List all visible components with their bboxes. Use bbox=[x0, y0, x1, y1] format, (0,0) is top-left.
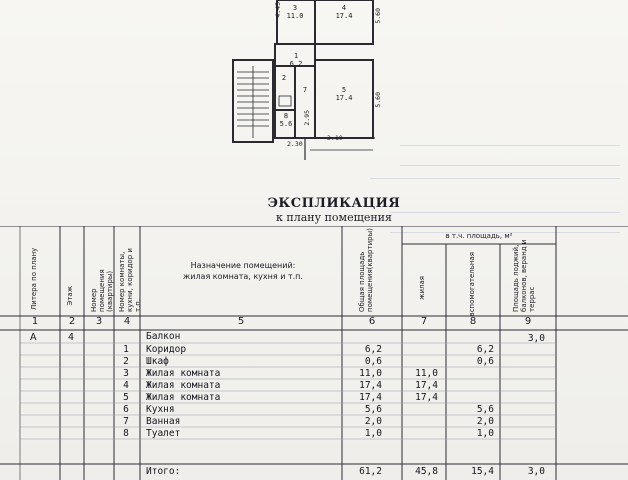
cell-aux: 2,0 bbox=[476, 416, 494, 427]
column-number: 6 bbox=[368, 316, 376, 327]
column-number: 2 bbox=[68, 316, 76, 327]
totals-label: Итого: bbox=[146, 466, 181, 477]
cell-aux: 1,0 bbox=[476, 428, 494, 439]
totals-living: 45,8 bbox=[415, 466, 438, 477]
cell-living: 17,4 bbox=[415, 380, 438, 391]
cell-total: 1,0 bbox=[364, 428, 382, 439]
cell-aux: 6,2 bbox=[476, 344, 494, 355]
cell-living: 11,0 bbox=[415, 368, 438, 379]
totals-aux: 15,4 bbox=[471, 466, 494, 477]
floor-plan-drawing bbox=[215, 0, 385, 162]
cell-aux: 0,6 bbox=[476, 356, 494, 367]
column-number: 1 bbox=[31, 316, 39, 327]
cell-total: 6,2 bbox=[364, 344, 382, 355]
room-label: 2 bbox=[281, 74, 287, 82]
header-including: в т.ч. площадь, м² bbox=[445, 232, 513, 240]
column-number: 9 bbox=[524, 316, 532, 327]
cell-balcony: 3,0 bbox=[527, 333, 545, 344]
dimension-label: 2.95 bbox=[303, 110, 311, 126]
cell-index: 1 bbox=[123, 344, 129, 355]
cell-name: Балкон bbox=[146, 331, 181, 342]
header-balcony: Площадь лоджий, балконов, веранд и террас bbox=[512, 239, 536, 312]
cell-name: Туалет bbox=[146, 428, 181, 439]
header-room: Номер комнаты, кухни, коридор и т.п. bbox=[118, 248, 142, 312]
cell-name: Кухня bbox=[146, 404, 175, 415]
dimension-label: 5.60 bbox=[374, 8, 382, 24]
cell-index: 6 bbox=[123, 404, 129, 415]
column-number: 4 bbox=[123, 316, 131, 327]
dimension-label: 2.30 bbox=[287, 140, 303, 148]
cell-index: 7 bbox=[123, 416, 129, 427]
cell-total: 0,6 bbox=[364, 356, 382, 367]
explication-table bbox=[0, 226, 628, 480]
cell-name: Жилая комната bbox=[146, 392, 221, 403]
floor-plan bbox=[215, 0, 385, 162]
cell-total: 17,4 bbox=[359, 392, 382, 403]
room-label: 3 11.0 bbox=[286, 4, 304, 20]
dimension-label: 5.60 bbox=[374, 92, 382, 108]
cell-floor: 4 bbox=[68, 332, 75, 343]
header-litera: Литера по плану bbox=[30, 247, 38, 310]
cell-name: Шкаф bbox=[146, 356, 169, 367]
header-floor: Этаж bbox=[66, 286, 74, 306]
room-label: 7 bbox=[302, 86, 308, 94]
header-auxiliary: вспомогательная bbox=[468, 252, 476, 317]
cell-total: 17,4 bbox=[359, 380, 382, 391]
column-number: 5 bbox=[237, 316, 245, 327]
dimension-label: 4.45 bbox=[274, 2, 282, 18]
document-title: ЭКСПЛИКАЦИЯ bbox=[267, 196, 401, 211]
column-number: 8 bbox=[469, 316, 477, 327]
cell-aux: 5,6 bbox=[476, 404, 494, 415]
room-label: 5 17.4 bbox=[335, 86, 353, 102]
cell-index: 2 bbox=[123, 356, 129, 367]
cell-name: Ванная bbox=[146, 416, 181, 427]
totals-total: 61,2 bbox=[359, 466, 382, 477]
document-subtitle: к плану помещения bbox=[276, 211, 392, 224]
cell-name: Коридор bbox=[146, 344, 187, 355]
room-label: 4 17.4 bbox=[335, 4, 353, 20]
room-label: 8 5.6 bbox=[279, 112, 293, 128]
header-apt: Номер помещения (квартиры) bbox=[90, 269, 114, 312]
cell-index: 8 bbox=[123, 428, 129, 439]
room-label: 1 6.2 bbox=[289, 52, 303, 68]
totals-balcony: 3,0 bbox=[527, 466, 545, 477]
cell-total: 11,0 bbox=[359, 368, 382, 379]
cell-name: Жилая комната bbox=[146, 380, 221, 391]
cell-litera: А bbox=[30, 332, 37, 343]
column-number: 3 bbox=[95, 316, 103, 327]
dimension-label: 3.10 bbox=[327, 134, 343, 142]
cell-index: 3 bbox=[123, 368, 129, 379]
cell-living: 17,4 bbox=[415, 392, 438, 403]
cell-index: 4 bbox=[123, 380, 129, 391]
header-living: жилая bbox=[418, 276, 426, 300]
header-total: Общая площадь помещения(квартиры) bbox=[358, 228, 374, 312]
cell-name: Жилая комната bbox=[146, 368, 221, 379]
header-name: Назначение помещений: жилая комната, кухня и т.п. bbox=[183, 261, 303, 281]
cell-index: 5 bbox=[123, 392, 129, 403]
cell-total: 2,0 bbox=[364, 416, 382, 427]
cell-total: 5,6 bbox=[364, 404, 382, 415]
column-number: 7 bbox=[420, 316, 428, 327]
